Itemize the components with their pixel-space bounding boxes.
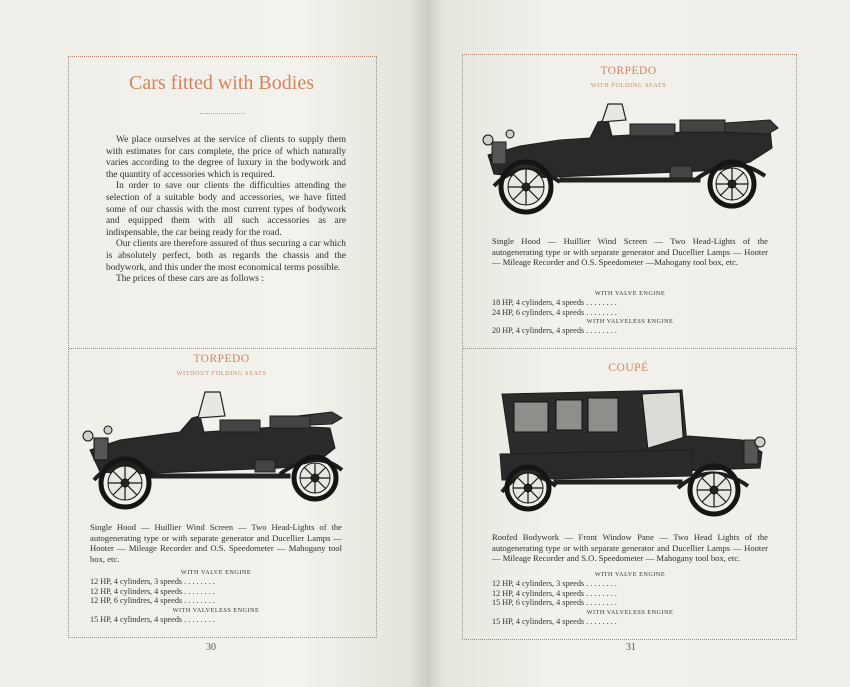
intro-paragraph: We place ourselves at the service of clients to supply them with estimates for cars complete, the price of which naturally varies according to the degree of luxury in the bodywork and the quantity of accessories which is required. <box>106 135 346 180</box>
coupe-specs <box>492 570 768 626</box>
front-wheel <box>101 459 149 507</box>
torpedo-left-specs <box>90 568 342 624</box>
coupe-description: Roofed Bodywork — Front Window Pane — Two Head Lights of the autogenerating type or with separate generator and Ducellier Lamps — Hooter — Mileage Recorder and S.O. Speedometer — Mahogany tool box, etc. <box>492 532 768 564</box>
engine-label: WITH VALVE ENGINE <box>180 569 252 576</box>
section-subtitle-left: WITHOUT FOLDING SEATS <box>176 370 267 377</box>
torpedo-left-description: Single Hood — Huillier Wind Screen — Two Head-Lights of the autogenerating type or with separate generator and Ducellier Lamps — Hooter — Mileage Recorder and O.S. Speedometer — Mahogany tool box, etc. <box>90 522 342 564</box>
rear-wheel <box>294 457 336 499</box>
spec-row: 20 HP, 4 cylinders, 4 speeds . . . . . . . . <box>492 326 617 336</box>
spec-row: 15 HP, 4 cylinders, 4 speeds . . . . . . . . <box>90 614 215 624</box>
torpedo-right-specs <box>492 289 768 336</box>
intro-paragraph: The prices of these cars are as follows : <box>116 274 264 285</box>
front-wheel <box>690 466 738 514</box>
title-ornament <box>200 113 244 114</box>
right-page <box>426 0 850 687</box>
engine-label: WITH VALVELESS ENGINE <box>586 318 674 326</box>
engine-label: WITH VALVE ENGINE <box>594 290 666 297</box>
engine-label: WITH VALVE ENGINE <box>594 571 666 578</box>
spec-row: 12 HP, 4 cylinders, 4 speeds . . . . . . . . <box>492 588 617 598</box>
spec-row: 15 HP, 4 cylinders, 4 speeds . . . . . . . . <box>492 616 617 626</box>
spec-row: 18 HP, 4 cylinders, 4 speeds . . . . . . . . <box>492 298 617 307</box>
spec-row: 12 HP, 4 cylinders, 3 speeds . . . . . . . . <box>90 577 215 586</box>
coupe-car-illustration <box>492 384 772 529</box>
page-number-left: 30 <box>206 642 216 653</box>
right-section-divider <box>463 348 796 349</box>
intro-paragraph: Our clients are therefore assured of thus securing a car which is absolutely perfect, both as regards the chassis and the bodywork, and this under the most economical terms possible. <box>106 239 346 273</box>
spec-row: 12 HP, 6 cylindres, 4 speeds . . . . . . . . <box>90 596 215 606</box>
front-wheel <box>501 162 551 212</box>
section-subtitle-right: WITH FOLDING SEATS <box>590 82 667 89</box>
torpedo-car-illustration <box>80 388 350 513</box>
intro-paragraph: In order to save our clients the difficulties attending the selection of a suitable body and accessories, we have fitted some of our chassis with the most current types of bodywork and equipped them with all such accessories as are indispensable, the car being ready for the road. <box>106 181 346 238</box>
section-title-torpedo-right: TORPEDO <box>600 65 657 77</box>
engine-label: WITH VALVELESS ENGINE <box>586 608 674 616</box>
rear-wheel <box>710 162 754 206</box>
spec-row: 24 HP, 6 cylinders, 4 speeds . . . . . . . . <box>492 307 617 317</box>
spec-row: 12 HP, 4 cylinders, 4 speeds . . . . . . . . <box>90 586 215 596</box>
engine-label: WITH VALVELESS ENGINE <box>172 606 260 614</box>
page-number-right: 31 <box>626 642 636 653</box>
torpedo-folding-car-illustration <box>480 100 780 220</box>
spec-row: 12 HP, 4 cylinders, 3 speeds . . . . . . . . <box>492 579 617 588</box>
page-title: Cars fitted with Bodies <box>129 72 314 94</box>
intro-text <box>106 135 346 286</box>
left-section-divider <box>69 348 376 349</box>
rear-wheel <box>507 467 549 509</box>
section-title-torpedo-left: TORPEDO <box>193 353 250 365</box>
torpedo-right-description: Single Hood — Huillier Wind Screen — Two Head-Lights of the autogenerating type or with separate generator and Ducellier Lamps — Hooter — Mileage Recorder and O.S. Speedometer —Mahogany tool box, etc. <box>492 236 768 268</box>
section-title-coupe: COUPÉ <box>608 362 649 374</box>
spec-row: 15 HP, 6 cylinders, 4 speeds . . . . . . . . <box>492 598 617 608</box>
